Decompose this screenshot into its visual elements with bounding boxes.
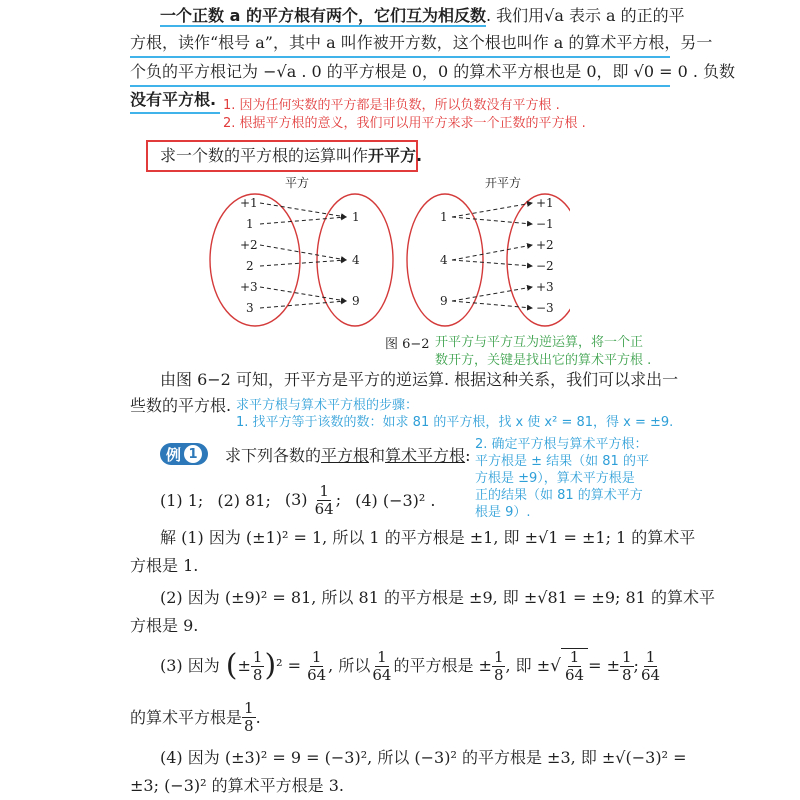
solution-2-line-2: 方根是 9. [130,616,199,635]
solution-3-mid4: = ± [588,656,620,675]
right-codomain-label: −2 [536,259,554,273]
intro-line-4: 没有平方根. [130,90,217,109]
underline-divider [130,112,220,114]
example-item-3: (3) $\frac{1}{64}$ ; [284,482,342,518]
note-blue-side-2: 平方根是 ± 结果（如 81 的平 [475,454,649,469]
left-domain-label: +3 [240,280,258,294]
figure-caption: 图 6−2 [385,337,430,352]
fraction: $\frac{1}{64}$ [314,482,334,518]
paren-close: ) [264,648,277,683]
solution-3-mid2: 的平方根是 ± [393,656,492,675]
solution-3-line-2-text: 的算术平方根是 [130,707,243,727]
mapping-figure [200,175,570,350]
solution-4-line-2: ±3; (−3)² 的算术平方根是 3. [130,776,344,795]
intro-line-2: 方根，读作“根号 a”，其中 a 叫作被开方数，这个根也叫作 a 的算术平方根，另一 [130,33,713,52]
right-domain-label: 4 [440,253,448,267]
left-domain-label: +1 [240,196,258,210]
fraction: $\frac{1}{64}$ [372,647,392,684]
left-domain-label: 3 [246,301,254,315]
example-badge-number: 1 [184,445,202,463]
definition-term: 开平方. [368,146,423,165]
note-red-2: 2. 根据平方根的意义，我们可以用平方来求一个正数的平方根 . [223,116,586,131]
radicand: $\frac{1}{64}$ [561,648,588,684]
fraction: $\frac{1}{64}$ [307,647,327,684]
intro-bold-statement: 一个正数 a 的平方根有两个，它们互为相反数 [160,6,486,25]
intro-line-1-rest: . 我们用√a 表示 a 的正的平 [485,6,685,25]
paren-open: ( [225,648,238,683]
note-blue-side-4: 正的结果（如 81 的算术平方 [475,488,643,503]
note-blue-steps-1: 1. 找平方等于该数的数：如求 81 的平方根，找 x 使 x² = 81，得 x = ±9. [236,415,674,430]
fraction: $\frac{1}{8}$ [493,647,504,684]
figure-title-sqrt: 开平方 [485,176,522,190]
right-codomain-label: −3 [536,301,554,315]
right-codomain-label: +3 [536,280,554,294]
example-term-arith-sqrt: 算术平方根 [385,446,466,465]
underline-divider [130,85,670,87]
example-prompt-lead: 求下列各数的 [225,446,322,465]
example-term-sqrt: 平方根 [321,446,370,465]
squared-equals: ² = [276,656,302,675]
figure-title-square: 平方 [285,176,310,190]
solution-3-mid3: , 即 ± [505,656,551,675]
intro-line-3: 个负的平方根记为 −√a . 0 的平方根是 0，0 的算术平方根也是 0，即 √0 = 0 . 负数 [130,62,736,81]
solution-3-label: (3) 因为 [160,656,220,675]
left-codomain-label: 4 [352,253,360,267]
note-blue-side-1: 2. 确定平方根与算术平方根： [475,437,648,452]
para-inverse-2: 些数的平方根. [130,396,232,415]
note-green-2: 数开方，关键是找出它的算术平方根 . [435,353,652,368]
example-badge [160,443,208,465]
para-inverse-1: 由图 6−2 可知，开平方是平方的逆运算. 根据这种关系，我们可以求出一 [160,370,679,389]
intro-line-1 [160,6,685,26]
example-item-1: (1) 1; [160,490,204,510]
note-blue-side-5: 根是 9）. [475,505,531,520]
solution-1-line-1: 解 (1) 因为 (±1)² = 1, 所以 1 的平方根是 ±1, 即 ±√1 = ±1; 1 的算术平 [160,528,696,547]
right-codomain-label: +2 [536,238,554,252]
radical-sign: √ [550,656,561,676]
solution-3-mid: , 所以 [328,656,371,675]
right-codomain-label: +1 [536,196,554,210]
right-domain-label: 1 [440,210,448,224]
fraction: $\frac{1}{8}$ [252,647,263,684]
example-badge-label: 例 [165,445,181,464]
note-green-1: 开平方与平方互为逆运算，将一个正 [435,335,644,350]
definition-lead: 求一个数的平方根的运算叫作 [160,146,369,165]
example-item-2: (2) 81; [217,490,271,510]
right-codomain-label: −1 [536,217,554,231]
note-blue-side-3: 方根是 ±9），算术平方根是 [475,471,635,486]
plus-minus: ± [237,656,251,675]
example-items [160,483,435,518]
solution-2-line-1: (2) 因为 (±9)² = 81, 所以 81 的平方根是 ±9, 即 ±√81 = ±9; 81 的算术平 [160,588,715,607]
left-codomain-label: 9 [352,294,360,308]
solution-3-line-2: 的算术平方根是 $\frac{1}{8}$ . [130,699,261,735]
example-item-3-label: (3) [284,490,308,509]
example-prompt [225,446,470,466]
fraction: $\frac{1}{64}$ [640,647,661,684]
right-domain-label: 9 [440,294,448,308]
left-domain-label: +2 [240,238,258,252]
left-domain-label: 2 [246,259,254,273]
left-domain-label: 1 [246,217,254,231]
solution-4-line-1: (4) 因为 (±3)² = 9 = (−3)², 所以 (−3)² 的平方根是 ±3, 即 ±√(−3)² = [160,748,687,767]
left-domain-oval [210,194,300,326]
left-codomain-label: 1 [352,210,360,224]
fraction: $\frac{1}{8}$ [244,699,254,735]
example-item-4: (4) (−3)² . [355,490,436,510]
note-blue-steps-title: 求平方根与算术平方根的步骤： [236,398,419,413]
note-red-1: 1. 因为任何实数的平方都是非负数，所以负数没有平方根 . [223,98,560,113]
definition-text [160,146,422,166]
fraction: $\frac{1}{8}$ [622,647,632,684]
example-prompt-end: : [465,446,471,465]
example-prompt-and: 和 [369,446,386,465]
underline-divider [130,56,670,58]
solution-3-line-1: (3) 因为 ( ± $\frac{1}{8}$ ) ² = $\frac{1}{64}$ , 所以 $\frac{1}{64}$ 的平方根是 ± $\frac{1}{8}$ , 即 ± √ $\frac{1}{64}$ = ± $\frac{1}{8}$ ; $\frac{1}{64}$ [160,647,661,684]
solution-1-line-2: 方根是 1. [130,556,199,575]
